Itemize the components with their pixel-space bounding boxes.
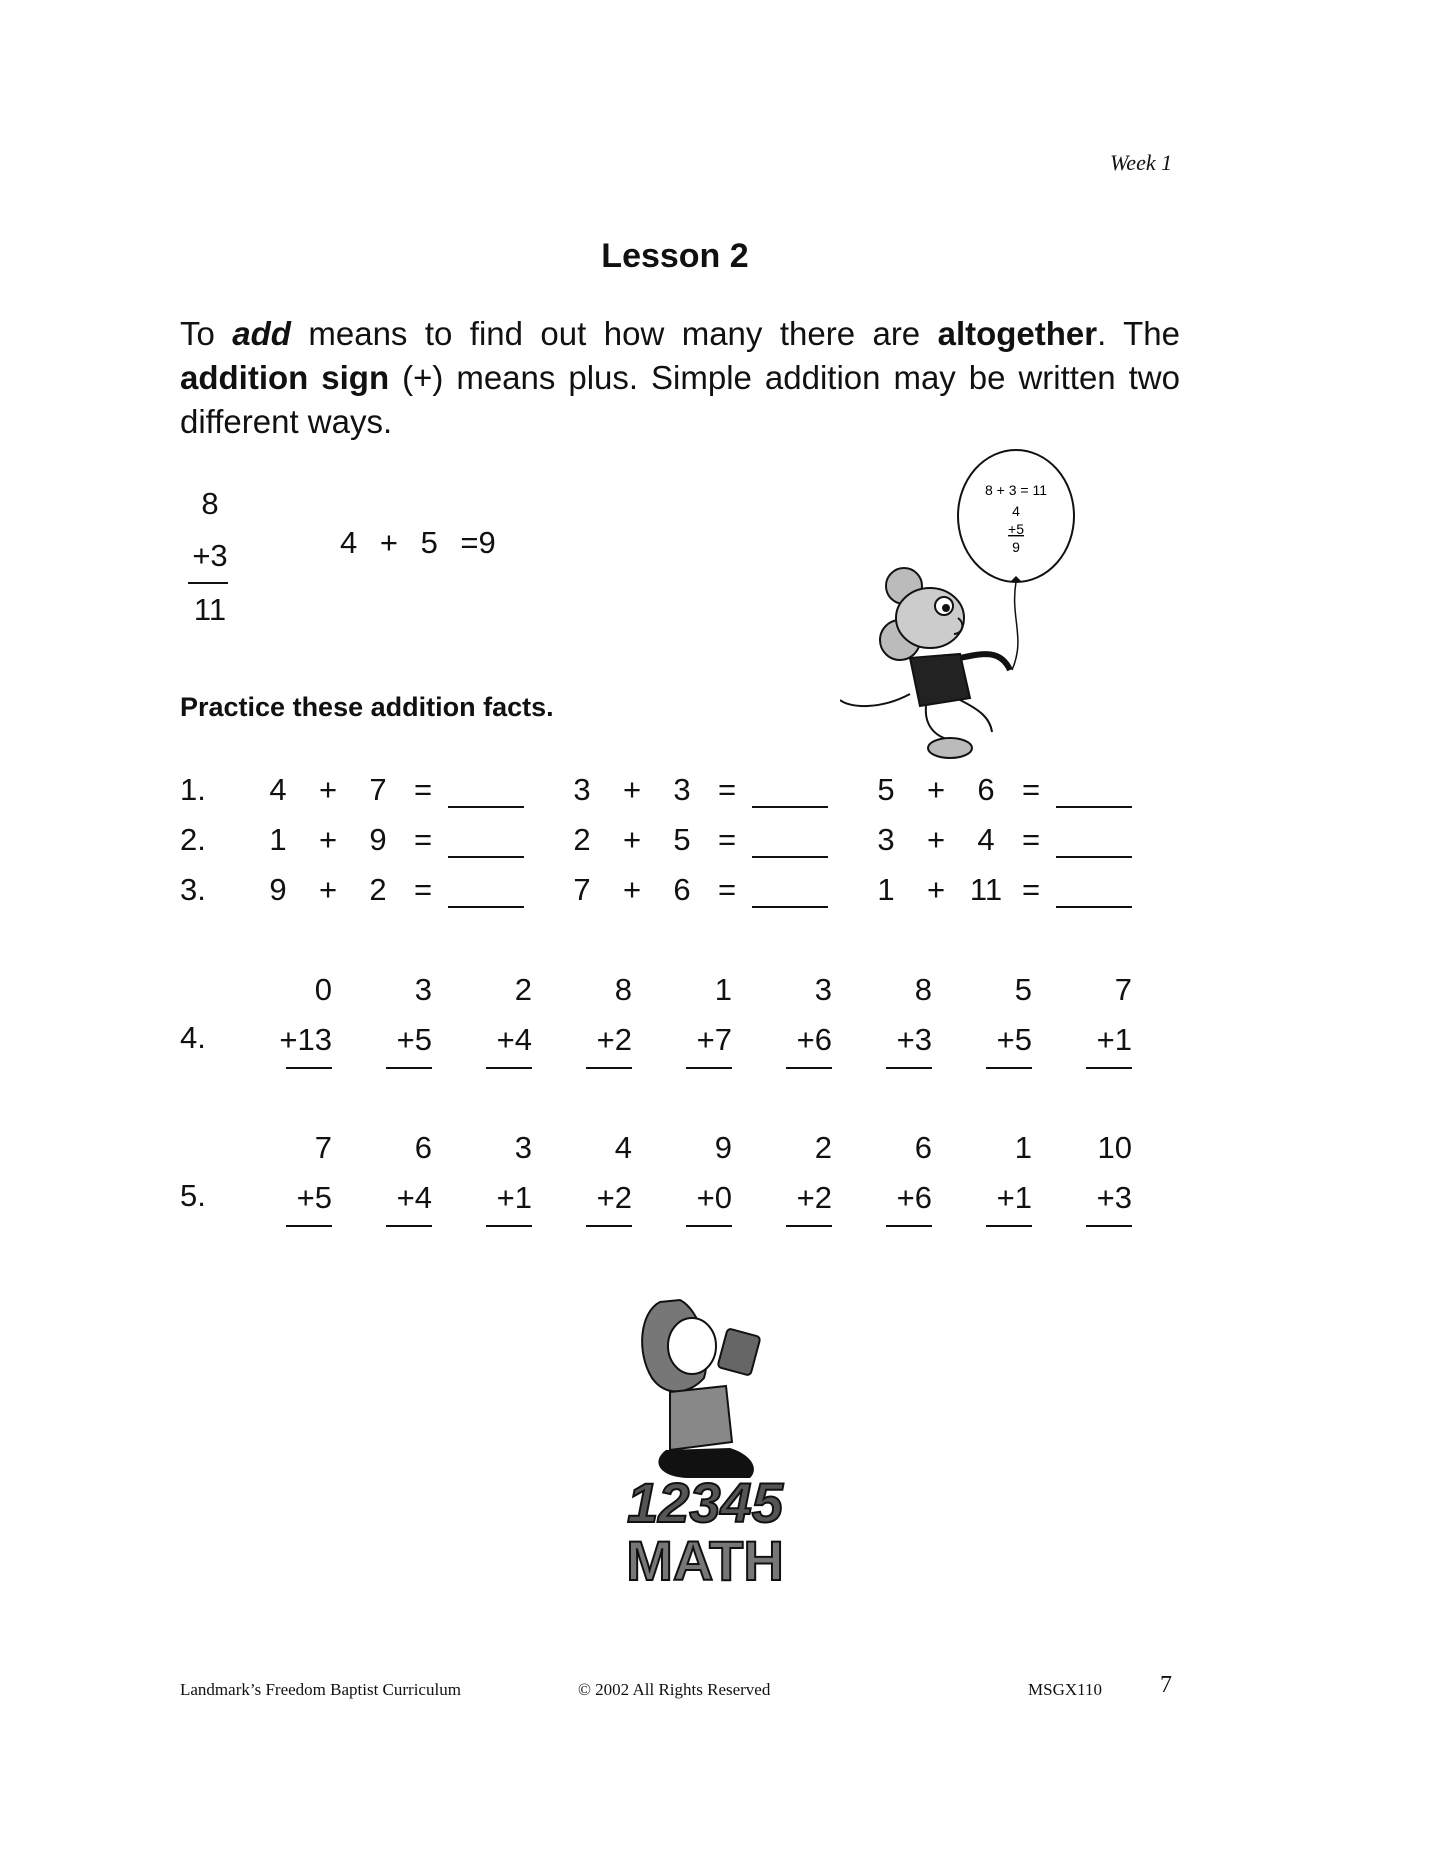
addend-bottom: +1 [496, 1180, 532, 1215]
problem [258, 822, 524, 858]
addend-bottom: +1 [1096, 1022, 1132, 1057]
problem [866, 822, 1132, 858]
term-altogether: altogether [937, 315, 1098, 352]
intro-text: means to find out how many there are [290, 315, 938, 352]
addend-bottom: +7 [696, 1022, 732, 1057]
problem [562, 772, 828, 808]
answer-line[interactable] [286, 1225, 332, 1227]
vertical-problem [762, 965, 832, 1069]
addend-top: 8 [614, 972, 632, 1007]
vertical-problem [362, 1123, 432, 1227]
equals-sign: = [413, 872, 433, 907]
answer-line[interactable] [786, 1225, 832, 1227]
addend-bottom: +3 [1096, 1180, 1132, 1215]
answer-line[interactable] [686, 1067, 732, 1069]
problem-row-5 [0, 1123, 1445, 1233]
operator: + [926, 872, 946, 907]
answer-line[interactable] [786, 1067, 832, 1069]
operand-b: 5 [673, 822, 691, 857]
addend-top: 7 [1114, 972, 1132, 1007]
operand-b: 6 [977, 772, 995, 807]
math-girl-illustration [600, 1282, 810, 1592]
operand-b: 7 [369, 772, 387, 807]
vertical-problem [762, 1123, 832, 1227]
footer-code: MSGX110 [1028, 1680, 1102, 1699]
vertical-problem [562, 965, 632, 1069]
operator: + [926, 772, 946, 807]
addend-top: 1 [1014, 1130, 1032, 1165]
mouse-icon [840, 568, 1010, 758]
problem [258, 872, 524, 908]
addend-bottom: +4 [496, 1022, 532, 1057]
operand-b: 4 [977, 822, 995, 857]
answer-line[interactable] [586, 1225, 632, 1227]
answer-line[interactable] [1086, 1067, 1132, 1069]
vertical-problem [862, 1123, 932, 1227]
answer-blank[interactable] [448, 876, 524, 908]
operand-b: 9 [369, 822, 387, 857]
example-top: 8 [201, 486, 219, 521]
operator: + [318, 872, 338, 907]
answer-blank[interactable] [1056, 876, 1132, 908]
answer-line[interactable] [986, 1225, 1032, 1227]
operand-b: 11 [969, 872, 1003, 907]
addend-bottom: +5 [296, 1180, 332, 1215]
answer-blank[interactable] [448, 826, 524, 858]
calculator-icon [717, 1328, 760, 1375]
vertical-problem [562, 1123, 632, 1227]
operator: + [622, 772, 642, 807]
answer-line[interactable] [1086, 1225, 1132, 1227]
row-number: 4. [180, 1020, 206, 1055]
row-number: 2. [180, 822, 206, 857]
balloon-line-3: +5 [1008, 521, 1024, 537]
problem-row-4 [0, 965, 1445, 1075]
row-number: 1. [180, 772, 206, 807]
operand-a: 1 [877, 872, 895, 907]
equals-sign: = [413, 822, 433, 857]
vertical-problem [962, 1123, 1032, 1227]
mouse-balloon-illustration [840, 448, 1080, 768]
term-add: add [232, 315, 291, 352]
operand-a: 3 [573, 772, 591, 807]
answer-line[interactable] [486, 1067, 532, 1069]
problem [866, 772, 1132, 808]
answer-blank[interactable] [448, 776, 524, 808]
operand-a: 2 [573, 822, 591, 857]
operand-a: 4 [269, 772, 287, 807]
footer-curriculum: Landmark’s Freedom Baptist Curriculum [180, 1680, 461, 1699]
addend-bottom: +2 [596, 1022, 632, 1057]
addend-top: 6 [914, 1130, 932, 1165]
answer-line[interactable] [886, 1067, 932, 1069]
answer-line[interactable] [386, 1067, 432, 1069]
horizontal-example: 4 + 5 =9 [340, 525, 496, 560]
vertical-problem [1062, 965, 1132, 1069]
operator: + [926, 822, 946, 857]
operand-a: 9 [269, 872, 287, 907]
addend-top: 0 [314, 972, 332, 1007]
intro-text: (+) means plus. Simple addition may be written two different ways. [180, 359, 1180, 440]
operand-a: 1 [269, 822, 287, 857]
vertical-problem [262, 965, 332, 1069]
answer-line[interactable] [386, 1225, 432, 1227]
row-number: 5. [180, 1178, 206, 1213]
answer-blank[interactable] [752, 776, 828, 808]
problem [258, 772, 524, 808]
answer-line[interactable] [886, 1225, 932, 1227]
logo-digits: 12345 [627, 1471, 783, 1534]
equals-sign: = [1021, 772, 1041, 807]
addend-bottom: +5 [396, 1022, 432, 1057]
addend-top: 1 [714, 972, 732, 1007]
row-number: 3. [180, 872, 206, 907]
answer-line[interactable] [286, 1067, 332, 1069]
operand-a: 7 [573, 872, 591, 907]
vertical-problem [662, 1123, 732, 1227]
addend-top: 3 [414, 972, 432, 1007]
example-bottom: +3 [192, 538, 228, 573]
operator: + [622, 872, 642, 907]
addend-top: 2 [814, 1130, 832, 1165]
addend-bottom: +2 [596, 1180, 632, 1215]
intro-paragraph [180, 312, 1180, 444]
addend-top: 2 [514, 972, 532, 1007]
addend-bottom: +13 [279, 1022, 332, 1057]
girl-icon [642, 1300, 760, 1478]
problem [562, 872, 828, 908]
intro-text: To [180, 315, 233, 352]
addend-bottom: +2 [796, 1180, 832, 1215]
equals-sign: = [717, 772, 737, 807]
balloon-line-1: 8 + 3 = 11 [984, 482, 1048, 498]
operator: + [318, 772, 338, 807]
addend-top: 9 [714, 1130, 732, 1165]
answer-line[interactable] [586, 1067, 632, 1069]
page-number: 7 [1160, 1672, 1172, 1698]
intro-text: . The [1097, 315, 1180, 352]
answer-line[interactable] [486, 1225, 532, 1227]
answer-line[interactable] [686, 1225, 732, 1227]
balloon-line-4: 9 [1012, 539, 1020, 555]
addend-bottom: +0 [696, 1180, 732, 1215]
lesson-title: Lesson 2 [601, 237, 749, 275]
vertical-problem [262, 1123, 332, 1227]
operand-b: 6 [673, 872, 691, 907]
practice-heading: Practice these addition facts. [180, 692, 554, 722]
problem [866, 872, 1132, 908]
addend-top: 5 [1014, 972, 1032, 1007]
answer-blank[interactable] [752, 876, 828, 908]
addend-bottom: +4 [396, 1180, 432, 1215]
vertical-problem [1062, 1123, 1132, 1227]
problem [562, 822, 828, 858]
answer-blank[interactable] [1056, 826, 1132, 858]
addend-top: 7 [314, 1130, 332, 1165]
addend-top: 10 [1097, 1130, 1132, 1165]
vertical-problem [462, 965, 532, 1069]
operand-b: 2 [369, 872, 387, 907]
equals-sign: = [717, 822, 737, 857]
math-logo-text: MATH [626, 1529, 784, 1592]
equals-sign: = [1021, 822, 1041, 857]
equals-sign: = [717, 872, 737, 907]
balloon-line-2: 4 [1012, 503, 1020, 519]
vertical-problem [962, 965, 1032, 1069]
operand-a: 5 [877, 772, 895, 807]
week-label: Week 1 [1110, 150, 1173, 175]
equals-sign: = [1021, 872, 1041, 907]
vertical-problem [862, 965, 932, 1069]
addend-top: 4 [614, 1130, 632, 1165]
addend-bottom: +3 [896, 1022, 932, 1057]
example-sum: 11 [193, 592, 227, 627]
term-addition-sign: addition sign [180, 359, 390, 396]
vertical-problem [662, 965, 732, 1069]
addend-bottom: +6 [896, 1180, 932, 1215]
operator: + [318, 822, 338, 857]
operand-a: 3 [877, 822, 895, 857]
operator: + [622, 822, 642, 857]
vertical-problem [462, 1123, 532, 1227]
addend-bottom: +1 [996, 1180, 1032, 1215]
operand-b: 3 [673, 772, 691, 807]
addend-top: 6 [414, 1130, 432, 1165]
footer-copyright: © 2002 All Rights Reserved [578, 1680, 771, 1699]
addend-top: 3 [814, 972, 832, 1007]
addend-top: 8 [914, 972, 932, 1007]
answer-line[interactable] [986, 1067, 1032, 1069]
addend-bottom: +5 [996, 1022, 1032, 1057]
addend-bottom: +6 [796, 1022, 832, 1057]
equals-sign: = [413, 772, 433, 807]
answer-blank[interactable] [752, 826, 828, 858]
vertical-example [180, 478, 240, 636]
addend-top: 3 [514, 1130, 532, 1165]
answer-blank[interactable] [1056, 776, 1132, 808]
vertical-problem [362, 965, 432, 1069]
